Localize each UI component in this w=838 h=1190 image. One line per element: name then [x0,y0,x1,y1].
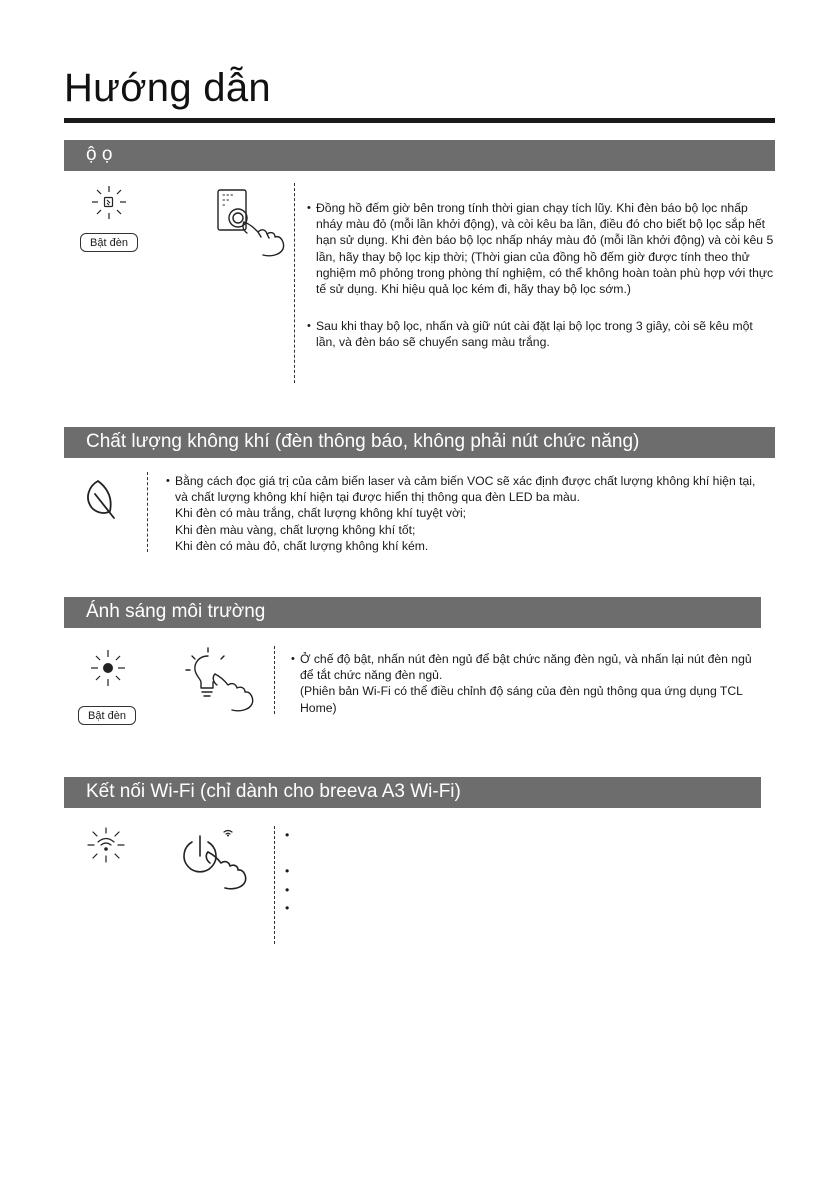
divider-ambient-light [274,646,275,714]
filter-paragraph-1: • Đồng hồ đếm giờ bên trong tính thời gian chạy tích lũy. Khi đèn báo bộ lọc nhấp nháy màu đỏ (mỗi lần khởi động), và còi kêu ba lần, điều đó cho biết bộ lọc sắp hết hạn sử dụng. Khi đèn báo bộ lọc nhấp nháy màu đỏ (mỗi lần khởi động) và còi kêu 5 lần, hãy thay bộ lọc kịp thời; (Thời gian của đồng hồ đếm giờ được tính theo thử nghiệm mô phỏng trong phòng thí nghiệm, có thể không hoàn toàn phù hợp với thực tế sử dụng. Khi hiệu quả lọc kém đi, hãy thay bộ lọc sớm.) [307,201,774,297]
ambient-light-line-1: • Ở chế độ bật, nhấn nút đèn ngủ để bật chức năng đèn ngủ, và nhấn lại nút đèn ngủ để tắt chức năng đèn ngủ. [291,652,752,683]
wifi-bullet-2: • [285,864,290,878]
air-quality-line-red: Khi đèn có màu đỏ, chất lượng không khí kém. [175,538,429,553]
bullet-icon: • [166,475,170,487]
section-header-wifi [64,777,761,808]
air-quality-line-1: • Bằng cách đọc giá trị của cảm biến laser và cảm biến VOC sẽ xác định được chất lượng không khí hiện tại, và chất lượng không khí hiện tại được hiển thị thông qua đèn LED ba màu. [166,474,756,505]
air-quality-line-yellow: Khi đèn màu vàng, chất lượng không khí tốt; [175,522,416,537]
divider-filter [294,183,295,383]
wifi-bullet-1: • [285,828,290,842]
night-light-press-icon [186,648,266,716]
air-quality-line-white: Khi đèn có màu trắng, chất lượng không khí tuyệt vời; [175,506,467,521]
section-title-ambient-light: Ánh sáng môi trường [86,601,266,622]
page-title: Hướng dẫn [64,66,271,110]
section-header-air-quality [64,427,775,458]
section-title-wifi: Kết nối Wi-Fi (chỉ dành cho breeva A3 Wi-Fi) [86,781,461,802]
bullet-icon: • [307,202,311,214]
ambient-light-description [291,651,762,716]
sun-indicator-icon [88,650,130,688]
filter-description [307,200,774,351]
wifi-indicator-icon [86,828,128,864]
section-title-filter: ộ ọ [86,144,113,165]
ambient-light-line-2: (Phiên bản Wi-Fi có thể điều chỉnh độ sáng của đèn ngủ thông qua ứng dụng TCL Home) [300,684,743,715]
light-on-button-label: Bật đèn [78,706,136,725]
filter-paragraph-2: • Sau khi thay bộ lọc, nhấn và giữ nút cài đặt lại bộ lọc trong 3 giây, còi sẽ kêu một lần, và đèn báo sẽ chuyển sang màu trắng. [307,319,753,350]
bullet-icon: • [291,653,295,665]
leaf-icon [84,478,118,520]
section-header-ambient-light [64,597,761,628]
divider-wifi [274,826,275,944]
light-on-button-label: Bật đèn [80,233,138,252]
bullet-icon: • [307,320,311,333]
section-title-air-quality: Chất lượng không khí (đèn thông báo, không phải nút chức năng) [86,431,640,452]
filter-indicator-blink-icon [88,186,132,222]
wifi-bullet-3: • [285,883,290,897]
filter-reset-press-icon [214,186,292,254]
wifi-power-press-icon [180,828,260,892]
title-divider [64,118,775,123]
air-quality-description [166,473,765,554]
section-header-filter [64,140,775,171]
divider-air-quality [147,472,148,552]
wifi-bullet-4: • [285,901,290,915]
